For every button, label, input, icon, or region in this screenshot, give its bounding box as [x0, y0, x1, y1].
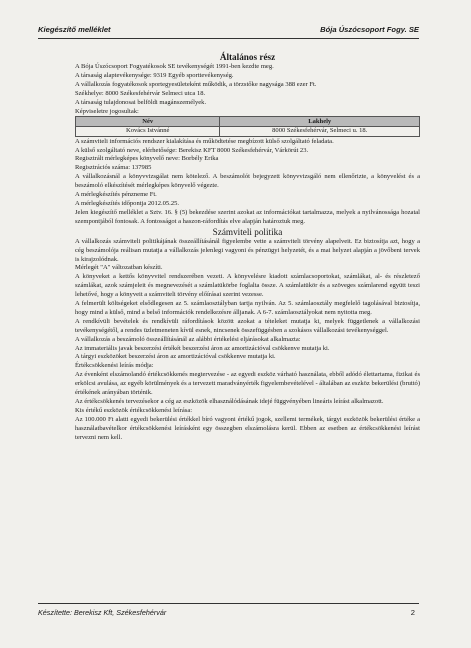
table-cell-address: 8000 Székesfehérvár, Selmeci u. 18.: [220, 127, 420, 137]
general-line: Székhelye: 8000 Székesfehérvár Selmeci utca 18.: [75, 89, 206, 97]
header-left: Kiegészítő melléklet: [38, 25, 111, 34]
table-header-address: Lakhely: [220, 117, 420, 127]
policy-paragraph: Mérlegét "A" változatban készíti.: [75, 264, 163, 272]
page-header: [38, 25, 419, 37]
table-header-name: Név: [76, 117, 220, 127]
page-footer: [38, 608, 419, 620]
policy-paragraph: Az immateriális javak beszerzési értékét beszerzési áron az amortizációval csökkenve mutatja ki.: [75, 344, 330, 352]
page-number: 2: [410, 608, 415, 617]
general-line: A vállalkozás fogyatékosok sportegyesületeként működik, a törzstőke nagysága 388 ezer Ft.: [75, 80, 317, 88]
section-title-accounting-policy: Számviteli politika: [212, 226, 283, 237]
general-line: A számviteli információs rendszer kialakítása és működtetése megbízott külső szolgáltató feladata.: [75, 137, 334, 145]
policy-paragraph: A rendkívüli bevételek és rendkívüli ráfordítások között azokat a tételeket mutatja ki, melyek függetlenek a vállalkozási tevékenységétől, a rendes üzletmeneten kívül esnek, nincsenek összefüggésben a szokásos vállalkozási tevékenységgel.: [75, 317, 420, 334]
policy-paragraph: Az értékcsökkenés tervezésekor a cég az eszközök elhasználódásának idejé függvényében lineáris leírást alkalmazott.: [75, 398, 384, 405]
general-line: A mérlegkészítés pénzneme Ft.: [75, 191, 157, 199]
general-line: A Bója Úszócsoport Fogyatékosok SE tevékenységét 1991-ben kezdte meg.: [75, 63, 274, 70]
general-line: Regisztrált mérlegképes könyvelő neve: Borbély Erika: [75, 155, 219, 163]
table-row: [76, 127, 420, 137]
policy-paragraph: A vállalkozás számviteli politikájának összeállításánál figyelembe vette a számviteli törvény alapelveit. Ez biztosítja azt, hogy a cég beszámolója reálisan mutatja a vállalkozás jelenlegi vagyoni és pénzügyi helyzetét, és a mai helyzet alapján a jövőbeni tervek is kirajzolódnak.: [75, 237, 420, 263]
table-cell-name: Kovács Istvánné: [76, 127, 220, 137]
general-line: Regisztrációs száma: 137985: [75, 164, 152, 172]
section-title-general: Általános rész: [219, 52, 276, 62]
header-right: Bója Úszócsoport Fogy. SE: [320, 25, 419, 34]
policy-paragraph: Kis értékű eszközök értékcsökkenési leírása:: [75, 406, 193, 414]
general-line: A társaság alaptevékenysége: 9319 Egyéb sporttevékenység.: [75, 71, 234, 79]
policy-paragraph: A tárgyi eszközöket beszerzési áron az amortizációval csökkenve mutatja ki.: [75, 353, 276, 361]
general-line: A külső szolgáltató neve, elérhetősége: Berekisz KFT 8000 Székesfehérvár, Várkörút 23.: [75, 146, 309, 154]
table-header-row: [76, 117, 420, 127]
policy-paragraph: A vállalkozás a beszámoló összeállításánál az alábbi értékelési eljárásokat alkalmazta:: [75, 335, 301, 343]
footer-left: Készítette: Berekisz Kft, Székesfehérvár: [38, 608, 167, 617]
general-line: A mérlegkészítés időpontja 2012.05.25.: [75, 199, 180, 207]
policy-paragraph: A felmerült költségeket elsődlegesen az 5. számlaosztályban tartja nyilván. Az 5. számlaosztály megfelelő tagolásával biztosítja, hogy mind a külső, mind a belső információk rendelkezésre álljanak. A 6-7. számlaosztályokat nem nyitotta meg.: [75, 300, 420, 316]
general-line: Képviseletre jogosultak:: [75, 107, 139, 115]
policy-paragraph: Az 100.000 Ft alatti egyedi bekerülési értékkel bíró vagyoni értékű jogok, szellemi termékek, tárgyi eszközök bekerülési értéke a használatbavételkor értékcsökkenési leírásként egy összegben elszámolásra kerül. Ebben az esetben az értékcsökkenési leírást tervezni nem kell.: [75, 415, 420, 441]
policy-paragraph: Az évenként elszámolandó értékcsökkenés megtervezése - az egyedi eszköz várható használata, ebből adódó élettartama, fizikai és erkölcsi avulása, az egyéb körülmények és a tervezett maradványérték figyelembevételével - általában az eszköz bekerülési (bruttó) értékének arányában történik.: [75, 371, 420, 397]
law-paragraph: Jelen kiegészítő melléklet a Sztv. 16. § (5) bekezdése szerint azokat az információkat tartalmazza, melyek a nyilvánossága hozatal szempontjából fontosak. A fontosságot a haszon-ráfordítás elve alapján határoztuk meg.: [75, 208, 420, 225]
representatives-table: [75, 116, 420, 136]
policy-paragraph: Értékcsökkenési leírás módja:: [75, 362, 154, 370]
audit-paragraph: A vállalkozásnál a könyvvizsgálat nem kötelező. A beszámolót bejegyzett könyvvizsgáló nem ellenőrizte, a könyvelést és a beszámoló elkészítését mérlegképes könyvelő végezte.: [75, 173, 420, 190]
document-body: [75, 52, 420, 443]
header-rule: [38, 38, 419, 39]
policy-paragraph: A könyveket a kettős könyvvitel rendszerében vezeti. A könyvelésre kiadott számlacsoportokat, számlákat, al- és részletező számlákat, azok számjeleit és megnevezését a számlatükörbe foglalta össze. A számlatükör és a szöveges számlarend együtt teszi lehetővé, hogy a könyveit a számviteli törvény előírásai szerint vezesse.: [75, 273, 420, 299]
general-line: A társaság tulajdonosai belföldi magánszemélyek.: [75, 98, 207, 106]
footer-rule: [38, 603, 419, 604]
